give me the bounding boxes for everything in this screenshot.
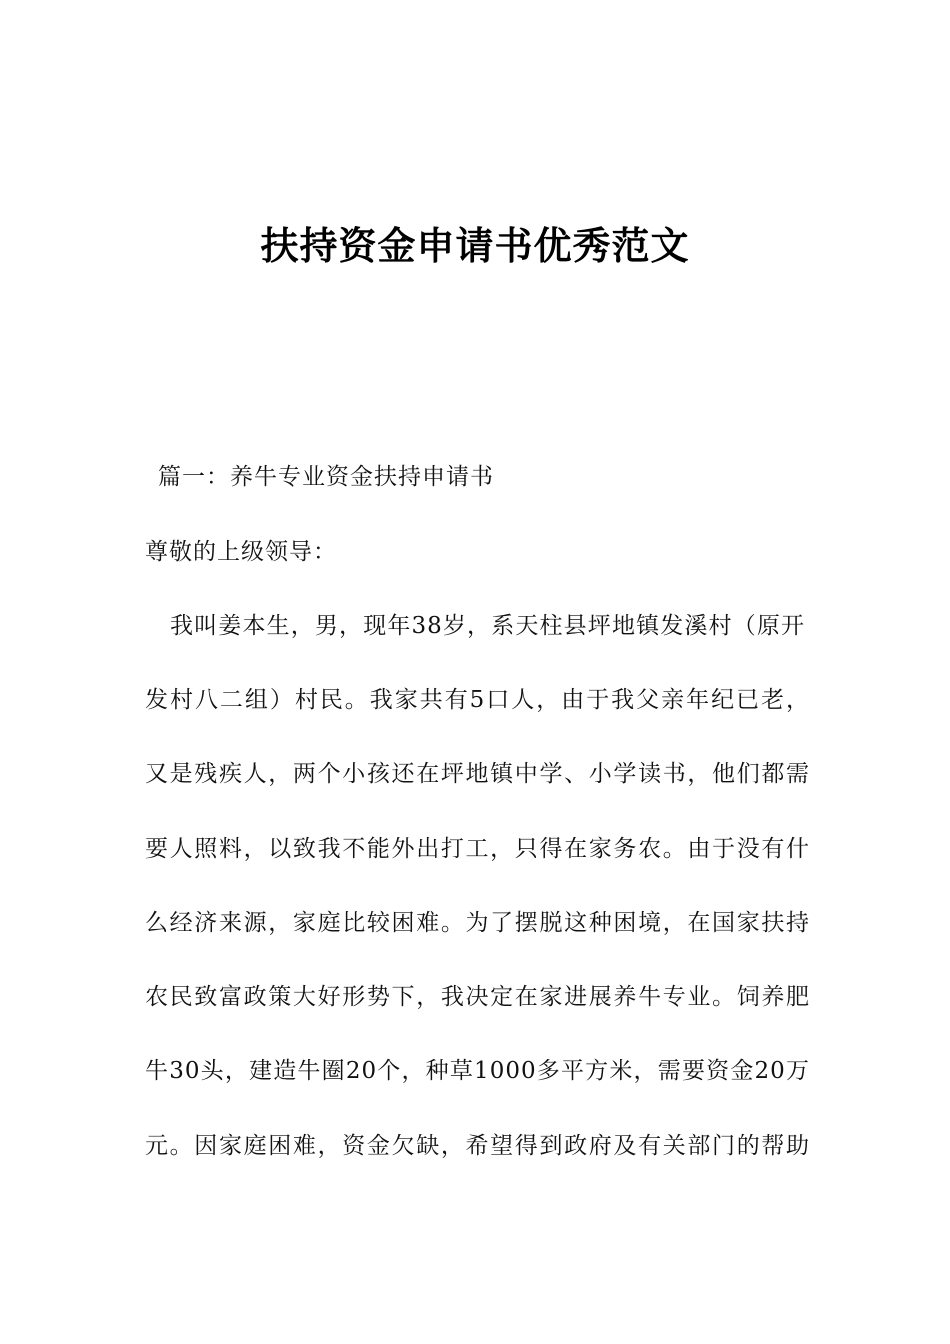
body-line: 元。因家庭困难，资金欠缺，希望得到政府及有关部门的帮助 [145, 1133, 810, 1159]
document-title: 扶持资金申请书优秀范文 [260, 224, 690, 268]
body-line: 我叫姜本生，男，现年38岁，系天柱县坪地镇发溪村（原开 [170, 613, 805, 639]
salutation: 尊敬的上级领导： [145, 539, 337, 565]
body-line: 要人照料，以致我不能外出打工，只得在家务农。由于没有什 [145, 836, 810, 862]
body-line: 农民致富政策大好形势下，我决定在家进展养牛专业。饲养肥 [145, 984, 810, 1010]
body-line: 么经济来源，家庭比较困难。为了摆脱这种困境，在国家扶持 [145, 910, 810, 936]
body-line: 又是残疾人，两个小孩还在坪地镇中学、小学读书，他们都需 [145, 761, 810, 787]
body-line: 牛30头，建造牛圈20个，种草1000多平方米，需要资金20万 [145, 1058, 810, 1084]
section-heading: 篇一：养牛专业资金扶持申请书 [158, 464, 494, 490]
body-line: 发村八二组）村民。我家共有5口人，由于我父亲年纪已老， [145, 687, 810, 713]
